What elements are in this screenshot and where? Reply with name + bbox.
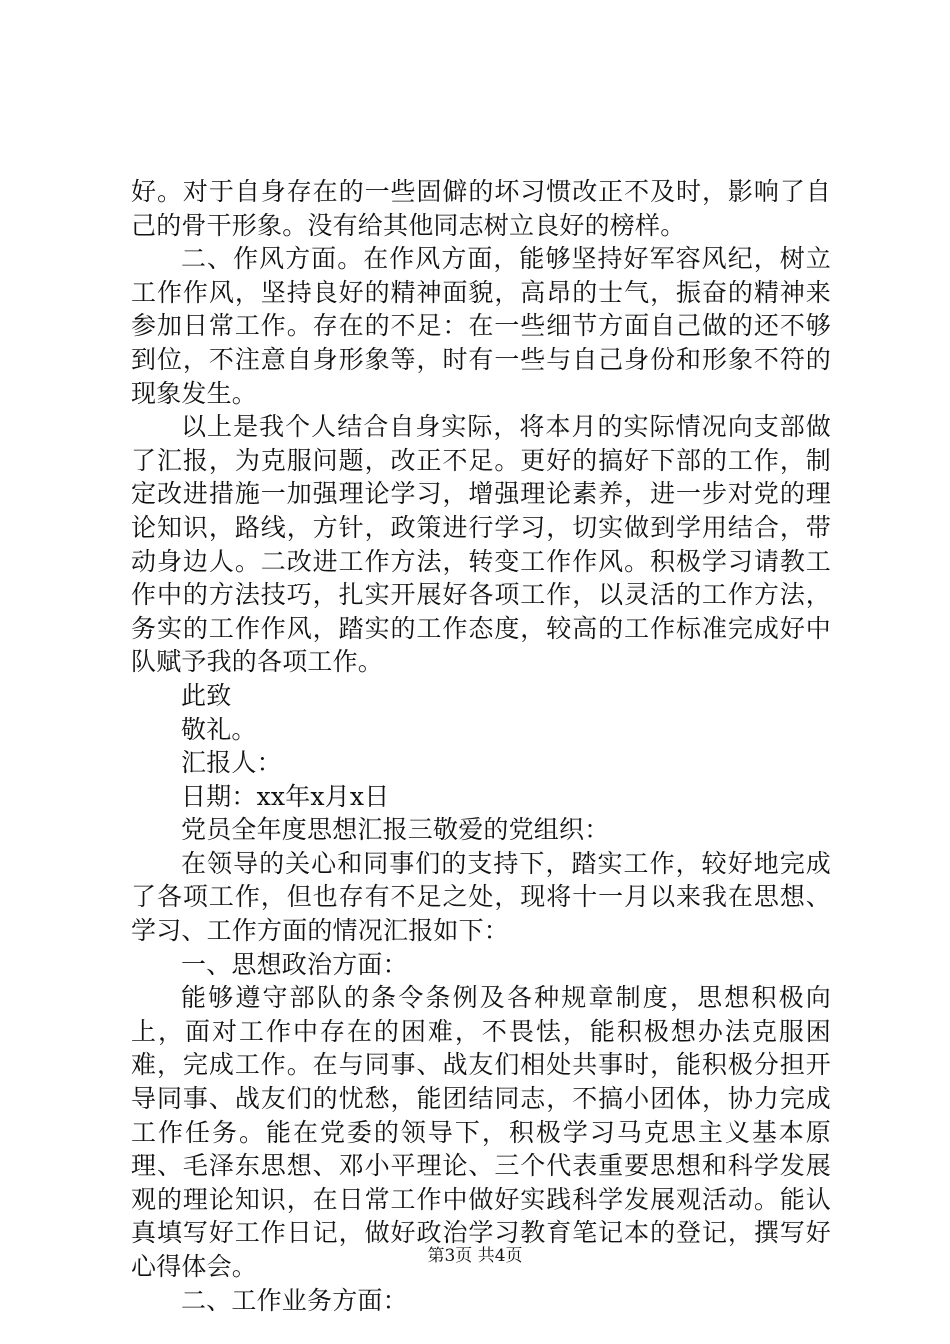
document-body xyxy=(131,175,831,1317)
paragraph-ideology: 能够遵守部队的条令条例及各种规章制度，思想积极向上，面对工作中存在的困难，不畏怯，能积极想办法克服困难，完成工作。在与同事、战友们相处共事时，能积极分担开导同事、战友们的忧愁，能团结同志，不搞小团体，协力完成工作任务。能在党委的领导下，积极学习马克思主义基本原理、毛泽东思想、邓小平理论、三个代表重要思想和科学发展观的理论知识，在日常工作中做好实践科学发展观活动。能认真填写好工作日记，做好政治学习教育笔记本的登记，撰写好心得体会。 xyxy=(131,983,831,1281)
subheading-ideology: 一、思想政治方面： xyxy=(181,949,408,979)
subheading-work: 二、工作业务方面： xyxy=(181,1285,408,1315)
section-heading: 党员全年度思想汇报三敬爱的党组织： xyxy=(181,815,610,845)
paragraph-intro: 在领导的关心和同事们的支持下，踏实工作，较好地完成了各项工作，但也存有不足之处，现将十一月以来我在思想、学习、工作方面的情况汇报如下： xyxy=(131,848,831,946)
reporter-line: 汇报人： xyxy=(181,748,282,778)
page-number-footer: 第3页 共4页 xyxy=(427,1246,523,1266)
paragraph-1: 好。对于自身存在的一些固僻的坏习惯改正不及时，影响了自己的骨干形象。没有给其他同志树立良好的榜样。 xyxy=(131,177,831,240)
date-line: 日期：xx年x月x日 xyxy=(181,781,390,811)
closing-regards: 敬礼。 xyxy=(181,714,257,744)
paragraph-2: 二、作风方面。在作风方面，能够坚持好军容风纪，树立工作作风，坚持良好的精神面貌，高昂的士气，振奋的精神来参加日常工作。存在的不足：在一些细节方面自己做的还不够到位，不注意自身形象等，时有一些与自己身份和形象不符的现象发生。 xyxy=(131,244,831,408)
closing-salutation: 此致 xyxy=(181,680,232,710)
paragraph-3: 以上是我个人结合自身实际，将本月的实际情况向支部做了汇报，为克服问题，改正不足。更好的搞好下部的工作，制定改进措施一加强理论学习，增强理论素养，进一步对党的理论知识，路线，方针，政策进行学习，切实做到学用结合，带动身边人。二改进工作方法，转变工作作风。积极学习请教工作中的方法技巧，扎实开展好各项工作，以灵活的工作方法，务实的工作作风，踏实的工作态度，较高的工作标准完成好中队赋予我的各项工作。 xyxy=(131,412,831,677)
